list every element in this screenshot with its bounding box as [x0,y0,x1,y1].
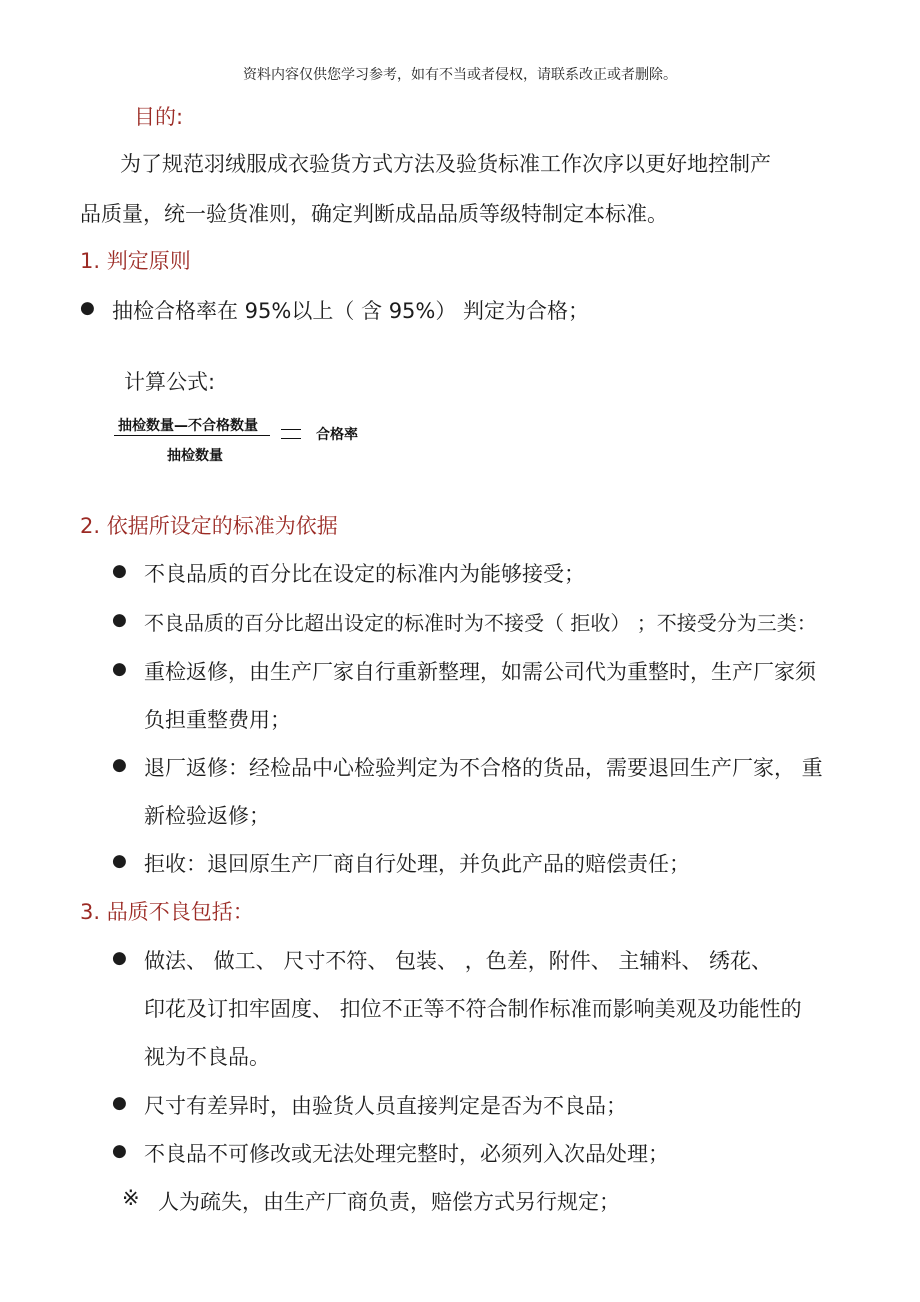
section-1-heading: 1. 判定原则 [80,249,191,273]
formula-label: 计算公式: [124,370,216,394]
formula-denominator: 抽检数量 [167,448,223,464]
bullet-icon: ● [112,659,127,679]
section-2-item-3-line-1: 重检返修，由生产厂家自行重新整理，如需公司代为重整时，生产厂家须 [144,660,816,684]
section-2-item-4-line-2: 新检验返修； [144,804,270,828]
formula-numerator: 抽检数量—不合格数量 [118,418,258,434]
section-3-note: 人为疏失，由生产厂商负责，赔偿方式另行规定； [158,1190,620,1214]
section-2-heading: 2. 依据所设定的标准为依据 [80,514,338,538]
section-2-item-1: 不良品质的百分比在设定的标准内为能够接受； [144,562,585,586]
equals-sign-bottom [281,438,301,439]
note-mark-icon: ※ [122,1186,140,1210]
section-3-item-1-line-3: 视为不良品。 [144,1045,270,1069]
section-3-item-3: 不良品不可修改或无法处理完整时，必须列入次品处理； [144,1142,669,1166]
bullet-icon: ● [112,1141,127,1161]
section-2-item-3-line-2: 负担重整费用； [144,708,291,732]
equals-sign-top [281,429,301,430]
bullet-icon: ● [112,561,127,581]
section-1-item: 抽检合格率在 95%以上（ 含 95%） 判定为合格； [112,299,590,323]
bullet-icon: ● [112,1093,127,1113]
fraction-line [114,435,270,436]
section-3-item-1-line-2: 印花及订扣牢固度、 扣位不正等不符合制作标准而影响美观及功能性的 [144,997,802,1021]
bullet-icon: ● [80,298,95,318]
section-2-item-5: 拒收：退回原生产厂商自行处理，并负此产品的赔偿责任； [144,852,690,876]
section-3-item-2: 尺寸有差异时，由验货人员直接判定是否为不良品； [144,1094,627,1118]
section-3-heading: 3. 品质不良包括： [80,900,254,924]
section-3-item-1-line-1: 做法、 做工、 尺寸不符、 包装、 ，色差，附件、 主辅料、 绣花、 [144,949,773,973]
bullet-icon: ● [112,610,127,630]
copyright-notice: 资料内容仅供您学习参考，如有不当或者侵权，请联系改正或者删除。 [243,67,677,83]
formula-result: 合格率 [316,427,358,443]
bullet-icon: ● [112,851,127,871]
section-2-item-2: 不良品质的百分比超出设定的标准时为不接受（ 拒收） ；不接受分为三类： [144,611,817,635]
purpose-line-2: 品质量，统一验货准则，确定判断成品品质等级特制定本标准。 [80,202,668,226]
purpose-line-1: 为了规范羽绒服成衣验货方式方法及验货标准工作次序以更好地控制产 [120,152,771,176]
bullet-icon: ● [112,755,127,775]
bullet-icon: ● [112,948,127,968]
section-2-item-4-line-1: 退厂返修：经检品中心检验判定为不合格的货品，需要退回生产厂家， 重 [144,756,823,780]
purpose-heading: 目的: [134,105,184,129]
